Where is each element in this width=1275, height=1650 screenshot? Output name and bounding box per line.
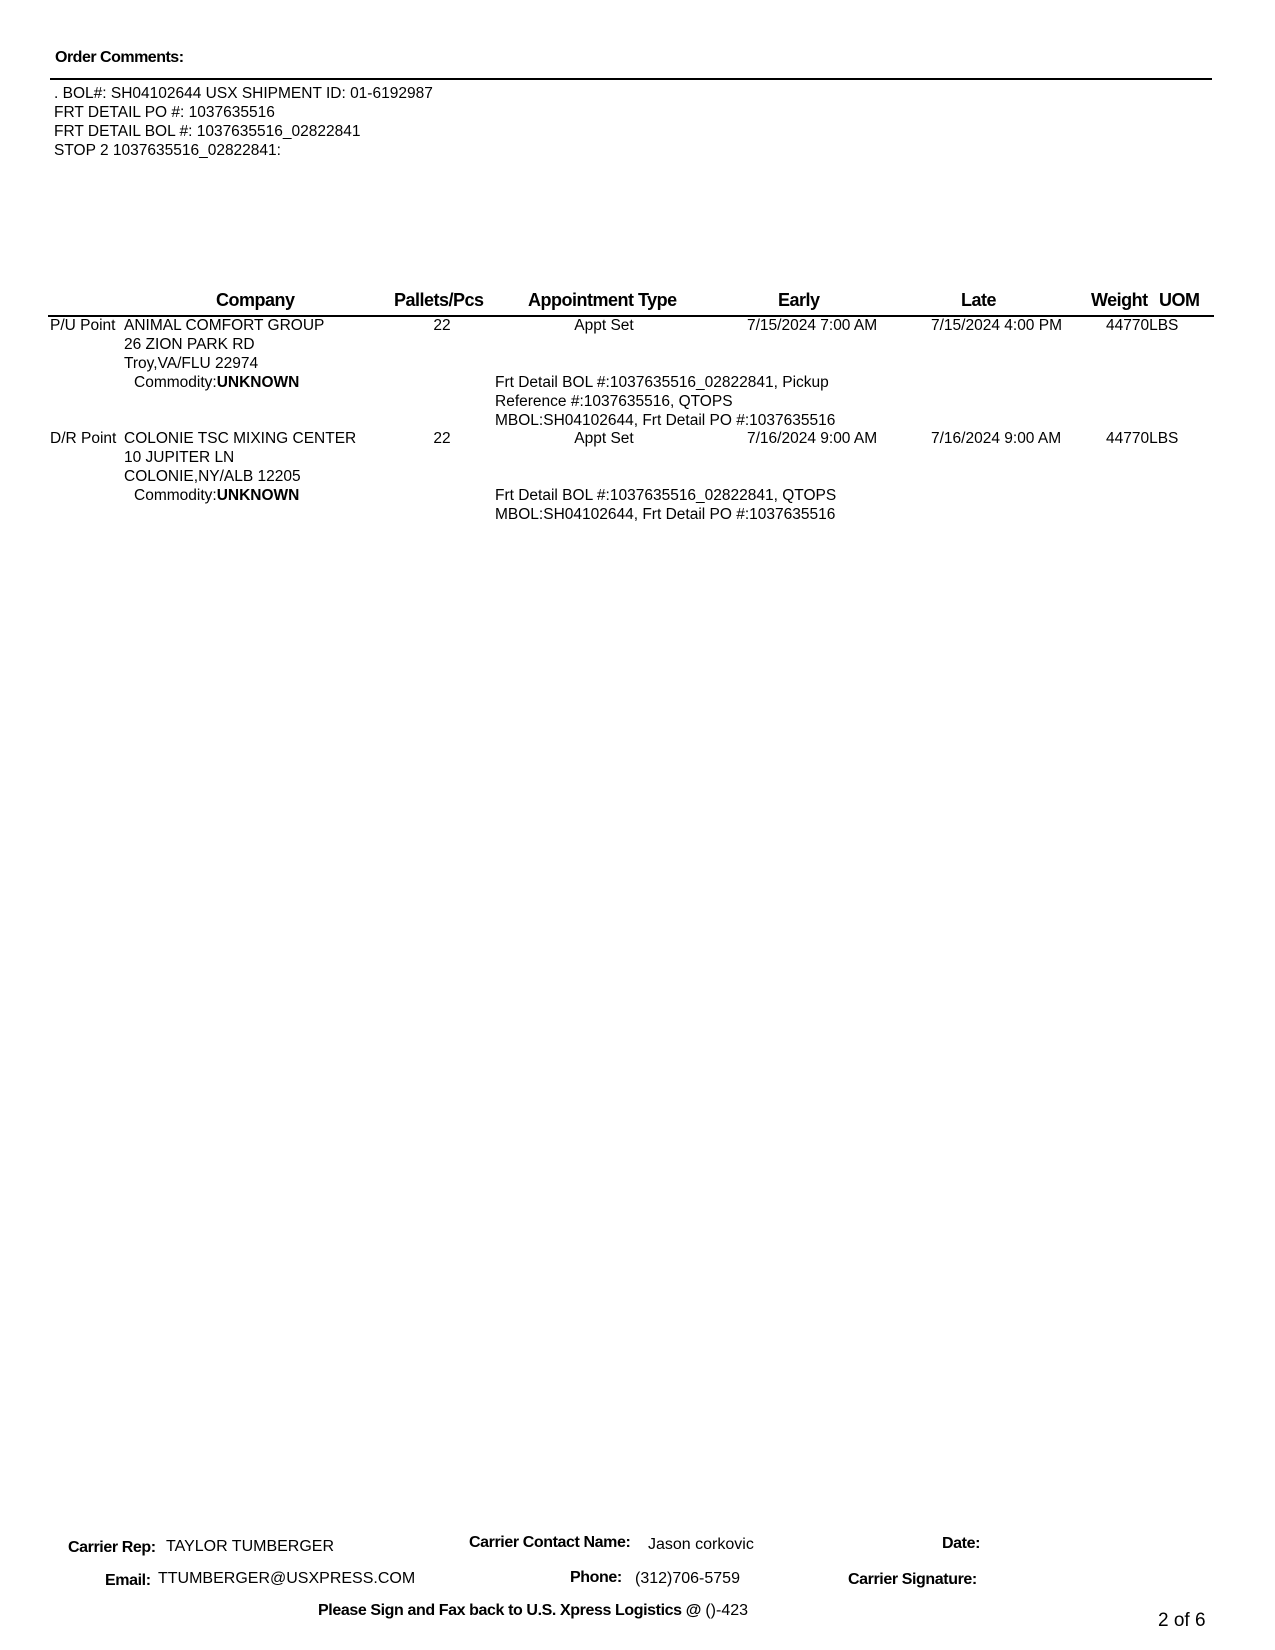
address-line-2: Troy,VA/FLU 22974 xyxy=(124,355,259,372)
late-value: 7/16/2024 9:00 AM xyxy=(931,430,1062,447)
reference-line: MBOL:SH04102644, Frt Detail PO #:1037635516 xyxy=(495,412,836,429)
address-line-1: 26 ZION PARK RD xyxy=(124,336,255,353)
commodity-label: Commodity: xyxy=(134,487,217,504)
carrier-signature-label: Carrier Signature: xyxy=(848,1571,977,1588)
commodity-value: UNKNOWN xyxy=(216,374,300,391)
header-late: Late xyxy=(961,290,997,310)
page-number: 2 of 6 xyxy=(1158,1610,1206,1631)
early-value: 7/16/2024 9:00 AM xyxy=(747,430,878,447)
email-value: TTUMBERGER@USXPRESS.COM xyxy=(158,1570,416,1587)
pallets-value: 22 xyxy=(433,430,451,447)
carrier-contact-name-label: Carrier Contact Name: xyxy=(469,1534,631,1551)
reference-line: MBOL:SH04102644, Frt Detail PO #:1037635516 xyxy=(495,506,836,523)
order-comments-block xyxy=(54,84,433,160)
reference-block xyxy=(495,486,836,524)
weight-value: 44770LBS xyxy=(1106,430,1179,447)
header-appointment-type: Appointment Type xyxy=(528,290,677,310)
comment-line: FRT DETAIL BOL #: 1037635516_02822841 xyxy=(54,123,361,140)
reference-line: Reference #:1037635516, QTOPS xyxy=(495,393,733,410)
fax-note xyxy=(318,1602,748,1620)
address-line-2: COLONIE,NY/ALB 12205 xyxy=(124,468,301,485)
stop-point-type: D/R Point xyxy=(50,430,117,447)
commodity-value: UNKNOWN xyxy=(216,487,300,504)
header-company: Company xyxy=(216,290,295,310)
fax-number: ()-423 xyxy=(705,1602,749,1619)
date-label: Date: xyxy=(942,1535,981,1552)
comment-line: FRT DETAIL PO #: 1037635516 xyxy=(54,104,275,121)
early-value: 7/15/2024 7:00 AM xyxy=(747,317,878,334)
commodity xyxy=(134,486,299,505)
header-weight: Weight xyxy=(1091,290,1148,310)
address-line-1: 10 JUPITER LN xyxy=(124,449,235,466)
header-uom: UOM xyxy=(1159,290,1200,310)
appointment-type-value: Appt Set xyxy=(574,430,634,447)
commodity xyxy=(134,373,299,392)
commodity-label: Commodity: xyxy=(134,374,217,391)
reference-line: Frt Detail BOL #:1037635516_02822841, QTOPS xyxy=(495,487,837,504)
company-name: ANIMAL COMFORT GROUP xyxy=(124,317,325,334)
carrier-contact-name-value: Jason corkovic xyxy=(648,1536,754,1553)
comments-divider xyxy=(50,78,1212,80)
carrier-rep-value: TAYLOR TUMBERGER xyxy=(166,1538,335,1555)
fax-note-text: Please Sign and Fax back to U.S. Xpress Logistics @ xyxy=(318,1602,701,1619)
weight-value: 44770LBS xyxy=(1106,317,1179,334)
reference-block xyxy=(495,373,835,430)
carrier-rep-label: Carrier Rep: xyxy=(68,1539,156,1556)
header-early: Early xyxy=(778,290,820,310)
order-comments-title: Order Comments: xyxy=(55,49,184,66)
pallets-value: 22 xyxy=(433,317,451,334)
phone-value: (312)706-5759 xyxy=(635,1570,740,1587)
comment-line: STOP 2 1037635516_02822841: xyxy=(54,142,281,159)
company-name: COLONIE TSC MIXING CENTER xyxy=(124,430,357,447)
phone-label: Phone: xyxy=(570,1569,622,1586)
late-value: 7/15/2024 4:00 PM xyxy=(931,317,1062,334)
stop-point-type: P/U Point xyxy=(50,317,116,334)
email-label: Email: xyxy=(105,1572,151,1589)
appointment-type-value: Appt Set xyxy=(574,317,634,334)
reference-line: Frt Detail BOL #:1037635516_02822841, Pickup xyxy=(495,374,829,391)
comment-line: . BOL#: SH04102644 USX SHIPMENT ID: 01-6192987 xyxy=(54,85,433,102)
header-pallets: Pallets/Pcs xyxy=(394,290,484,310)
